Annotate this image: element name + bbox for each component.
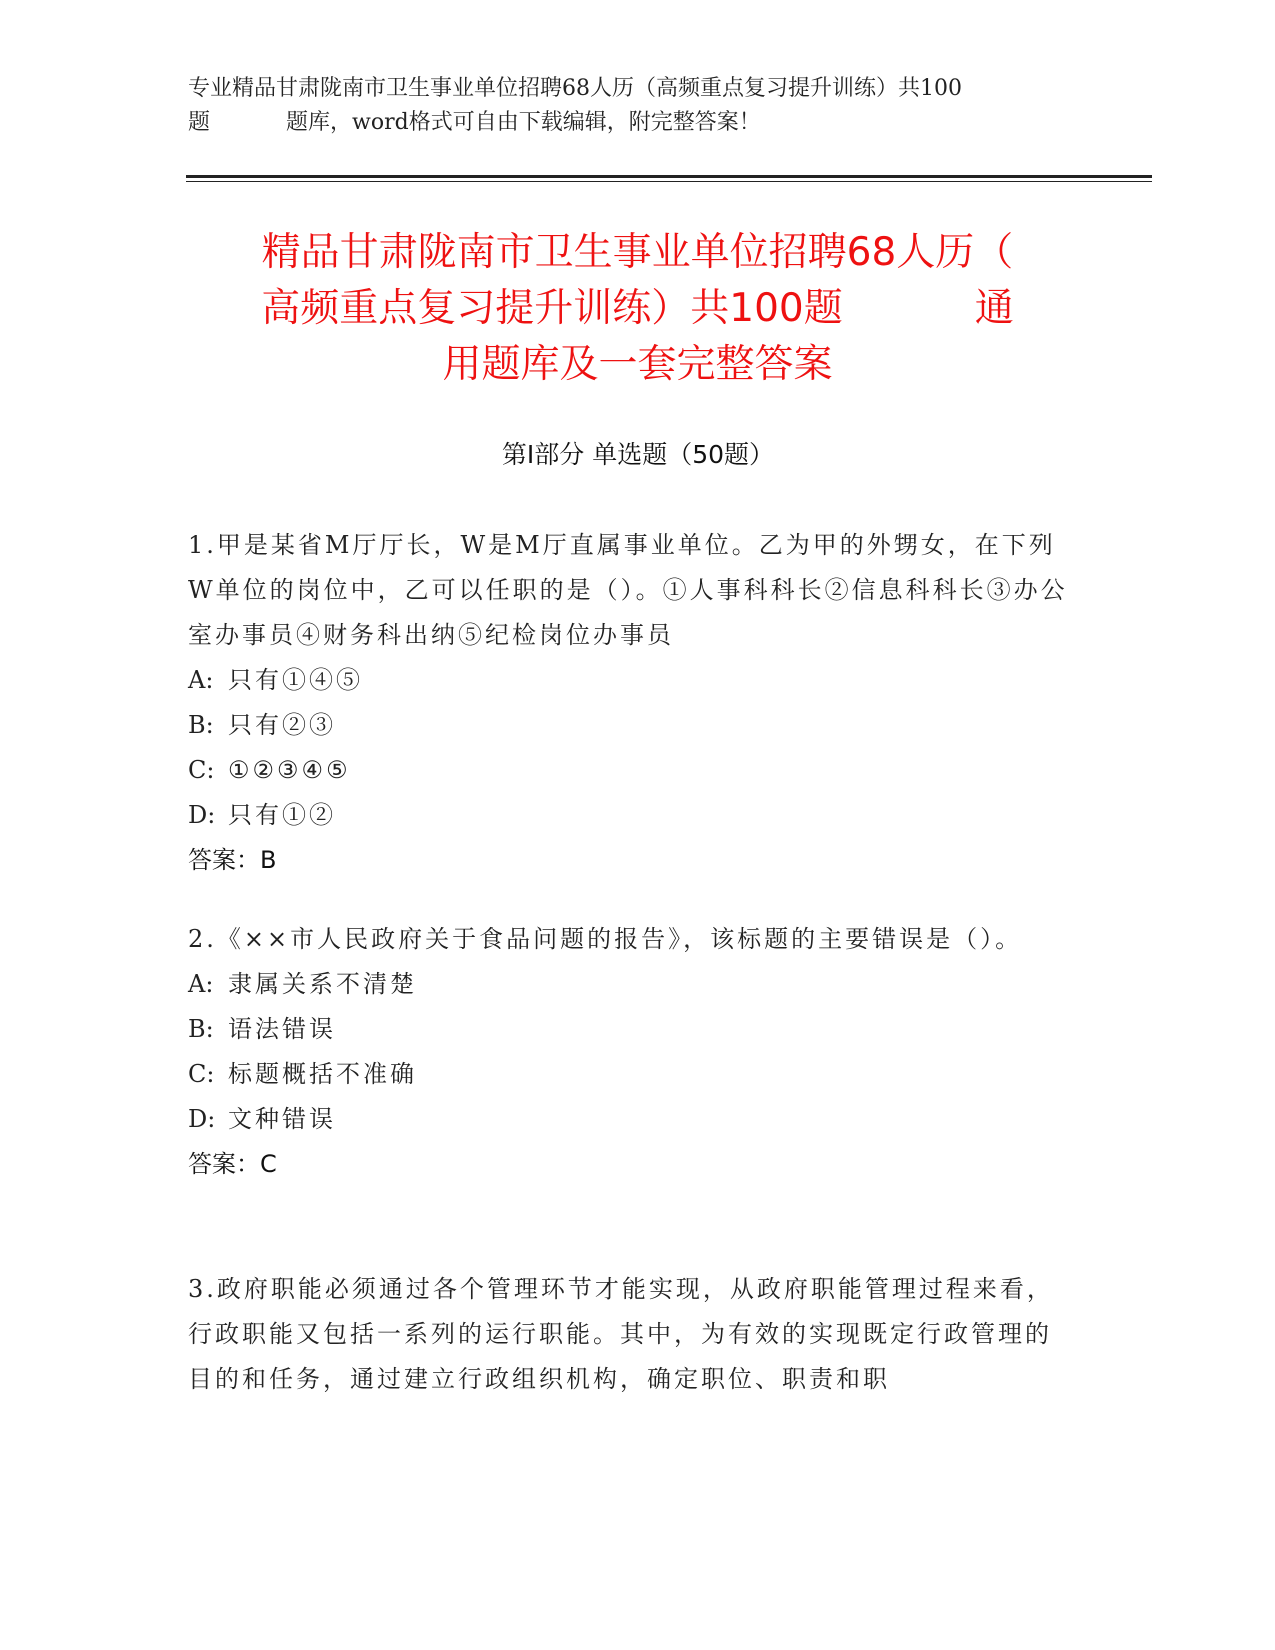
- option-text: 只有①④⑤: [228, 666, 363, 694]
- option-letter: D:: [188, 801, 216, 829]
- header-line-2-left: 题: [188, 110, 211, 135]
- option-text: ①②③④⑤: [228, 756, 351, 784]
- option-d: [188, 1097, 1078, 1142]
- option-text: 标题概括不准确: [228, 1060, 417, 1088]
- question-3: [188, 1267, 1078, 1402]
- header-line-1: 专业精品甘肃陇南市卫生事业单位招聘68人历（高频重点复习提升训练）共100: [188, 76, 962, 101]
- question-stem: 1.甲是某省M厅厅长，W是M厅直属事业单位。乙为甲的外甥女，在下列W单位的岗位中，乙可以任职的是（）。①人事科科长②信息科科长③办公室办事员④财务科出纳⑤纪检岗位办事员: [188, 531, 1068, 649]
- option-c: [188, 748, 1078, 793]
- option-text: 只有②③: [228, 711, 336, 739]
- header-line-2: [188, 106, 1088, 140]
- title-line-1: 精品甘肃陇南市卫生事业单位招聘68人历（: [261, 230, 1014, 275]
- document-title: [180, 225, 1095, 393]
- option-b: [188, 703, 1078, 748]
- question-stem: 2.《××市人民政府关于食品问题的报告》，该标题的主要错误是（）。: [188, 925, 1023, 953]
- option-text: 文种错误: [228, 1105, 336, 1133]
- option-letter: D:: [188, 1105, 216, 1133]
- option-a: [188, 658, 1078, 703]
- option-letter: B:: [188, 1015, 214, 1043]
- section-title: 第Ⅰ部分 单选题（50题）: [501, 440, 775, 469]
- option-text: 只有①②: [228, 801, 336, 829]
- title-line-2-left: 高频重点复习提升训练）共100题: [261, 286, 843, 331]
- question-2: [188, 917, 1078, 1187]
- option-text: 隶属关系不清楚: [228, 970, 417, 998]
- header-line-2-right: 题库，word格式可自由下载编辑，附完整答案！: [286, 110, 761, 135]
- option-letter: A:: [188, 970, 214, 998]
- option-b: [188, 1007, 1078, 1052]
- option-letter: C:: [188, 1060, 215, 1088]
- option-d: [188, 793, 1078, 838]
- header-divider-thick: [186, 175, 1152, 178]
- header-divider-thin: [186, 181, 1152, 182]
- title-line-2-right: 通: [974, 286, 1014, 331]
- option-a: [188, 962, 1078, 1007]
- answer: 答案：B: [188, 846, 277, 874]
- title-line-2: [180, 281, 1095, 337]
- page-header: [188, 72, 1088, 140]
- title-line-3: 用题库及一套完整答案: [442, 342, 833, 387]
- question-stem: 3.政府职能必须通过各个管理环节才能实现，从政府职能管理过程来看，行政职能又包括一系列的运行职能。其中，为有效的实现既定行政管理的目的和任务，通过建立行政组织机构，确定职位、职责和职: [188, 1275, 1054, 1393]
- option-letter: B:: [188, 711, 214, 739]
- option-text: 语法错误: [228, 1015, 336, 1043]
- option-letter: A:: [188, 666, 214, 694]
- answer: 答案：C: [188, 1150, 277, 1178]
- option-c: [188, 1052, 1078, 1097]
- option-letter: C:: [188, 756, 215, 784]
- question-1: [188, 523, 1078, 883]
